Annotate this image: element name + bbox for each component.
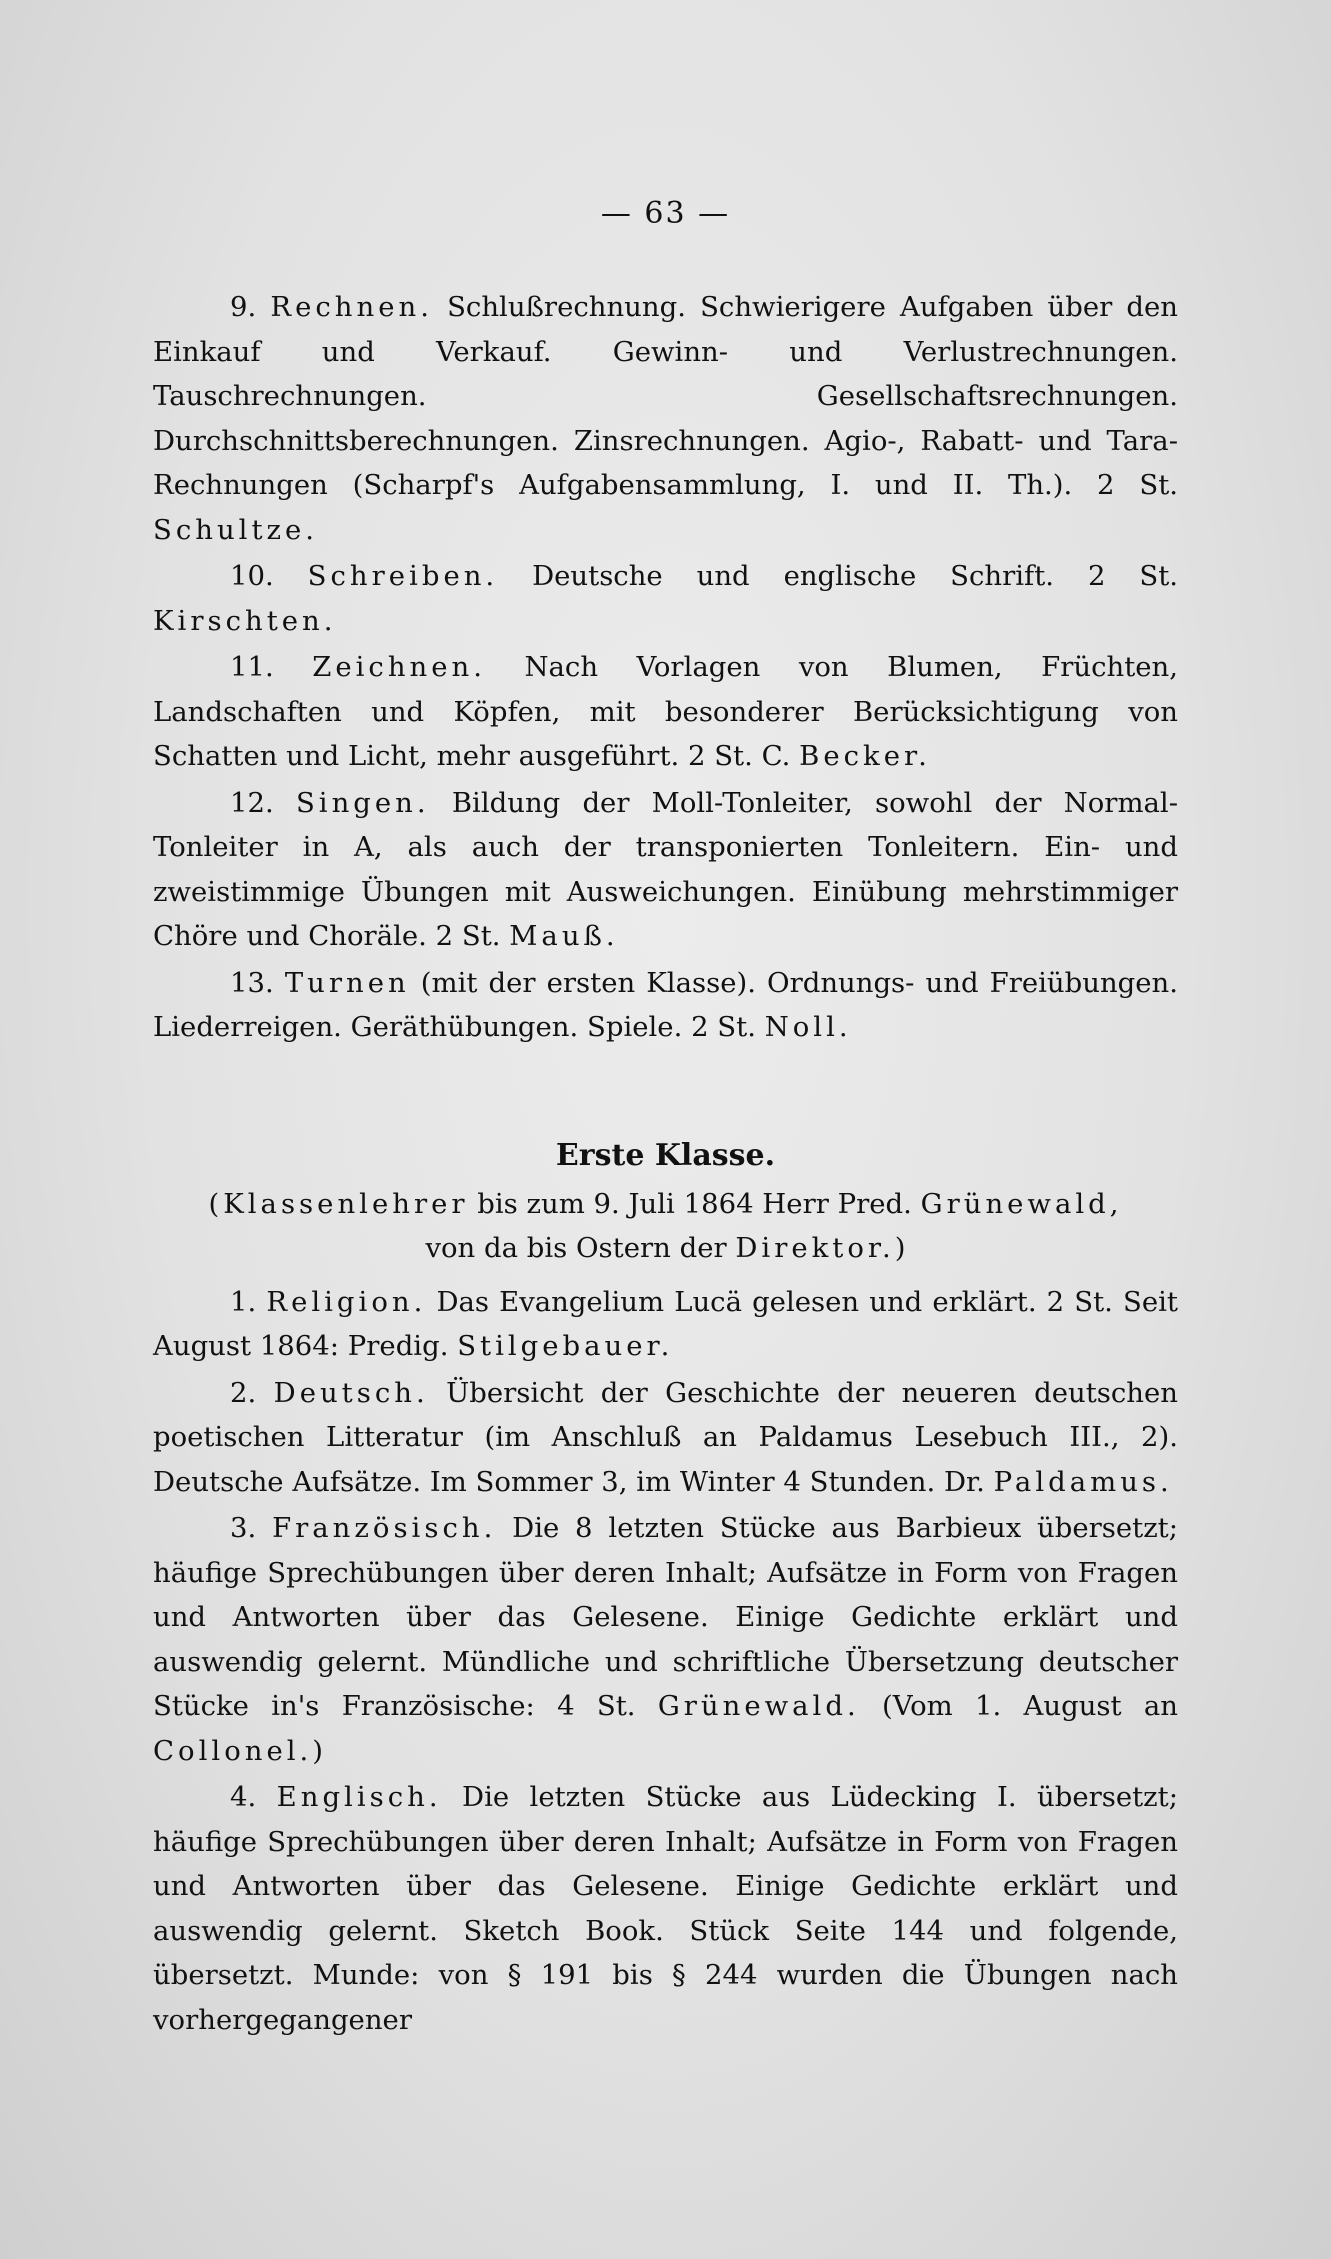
paragraph-schreiben: 10. Schreiben. Deutsche und englische Schrift. 2 St. Kirschten. <box>153 560 1179 637</box>
subject-title: Zeichnen. <box>312 651 486 683</box>
paragraph-text: Übersicht der Geschichte der neueren deutschen poetischen Litteratur (im Anschluß an Paldamus Lesebuch III., 2). Deutsche Aufsätze. Im Sommer 3, im Winter 4 Stunden. Dr. <box>153 1376 1178 1498</box>
section-subtitle-line-1: (Klassenlehrer bis zum 9. Juli 1864 Herr Pred. Grünewald, <box>208 1187 1123 1220</box>
teacher-name: Direktor. <box>735 1231 895 1264</box>
subject-title: Französisch. <box>272 1512 497 1544</box>
page-content <box>153 285 1178 2042</box>
paragraph-text: Deutsche und englische Schrift. 2 St. <box>532 560 1179 592</box>
section-subtitle-line-2: von da bis Ostern der Direktor.) <box>425 1231 906 1264</box>
teacher-name: Schultze. <box>153 513 319 546</box>
paragraph-text: Die letzten Stücke aus Lüdecking I. übersetzt; häufige Sprechübungen über deren Inhalt; Aufsätze in Form von Fragen und Antworten über das Gelesene. Einige Gedichte erklärt und auswendig gelernt. Sketch Book. Stück Seite 144 und folgende, übersetzt. Munde: von § 191 bis § 244 wurden die Übungen nach vorhergegangener <box>153 1781 1178 2036</box>
paragraph-zeichnen: 11. Zeichnen. Nach Vorlagen von Blumen, Früchten, Landschaften und Köpfen, mit besonderer Berücksichtigung von Schatten und Licht, mehr ausgeführt. 2 St. C. Becker. <box>153 651 1178 772</box>
teacher-name: Grünewald, <box>920 1187 1123 1220</box>
page-number: — 63 — <box>600 196 731 231</box>
teacher-name: Stilgebauer. <box>457 1330 674 1362</box>
paragraph-text: Nach Vorlagen von Blumen, Früchten, Landschaften und Köpfen, mit besonderer Berücksichtigung von Schatten und Licht, mehr ausgeführt. 2 St. C. <box>153 651 1178 772</box>
teacher-name: Grünewald. <box>657 1690 860 1722</box>
paragraph-franzoesisch: 3. Französisch. Die 8 letzten Stücke aus Barbieux übersetzt; häufige Sprechübungen über deren Inhalt; Aufsätze in Form von Fragen und Antworten über das Gelesene. Einige Gedichte erklärt und auswendig gelernt. Mündliche und schriftliche Übersetzung deutscher Stücke in's Französische: 4 St. Grünewald. (Vom 1. August an Collonel.) <box>153 1512 1179 1767</box>
teacher-name: Becker. <box>799 740 931 772</box>
subject-title: Religion. <box>266 1285 427 1318</box>
paragraph-text: Bildung der Moll-Tonleiter, sowohl der Normal-Tonleiter in A, als auch der transponierten Tonleitern. Ein- und zweistimmige Übungen mit Ausweichungen. Einübung mehrstimmiger Chöre und Choräle. 2 St. <box>153 786 1178 952</box>
teacher-name: Collonel. <box>153 1734 313 1767</box>
teacher-name: Noll. <box>764 1011 852 1043</box>
paragraph-text: Die 8 letzten Stücke aus Barbieux übersetzt; häufige Sprechübungen über deren Inhalt; Aufsätze in Form von Fragen und Antworten über das Gelesene. Einige Gedichte erklärt und auswendig gelernt. Mündliche und schriftliche Übersetzung deutscher Stücke in's Französische: 4 St. <box>153 1512 1178 1722</box>
section-subtitle <box>153 1182 1178 1270</box>
paragraph-turnen: 13. Turnen (mit der ersten Klasse). Ordnungs- und Freiübungen. Liederreigen. Geräthübungen. Spiele. 2 St. Noll. <box>153 966 1178 1043</box>
teacher-name: Kirschten. <box>153 604 337 637</box>
paragraph-englisch: 4. Englisch. Die letzten Stücke aus Lüdecking I. übersetzt; häufige Sprechübungen über deren Inhalt; Aufsätze in Form von Fragen und Antworten über das Gelesene. Einige Gedichte erklärt und auswendig gelernt. Sketch Book. Stück Seite 144 und folgende, übersetzt. Munde: von § 191 bis § 244 wurden die Übungen nach vorhergegangener <box>153 1781 1178 2036</box>
paragraph-text: (mit der ersten Klasse). Ordnungs- und Freiübungen. Liederreigen. Geräthübungen. Spiele. 2 St. <box>153 966 1178 1043</box>
subject-title: Singen. <box>295 786 430 819</box>
subject-title: Deutsch. <box>273 1376 429 1409</box>
subject-title: Schreiben. <box>307 560 499 592</box>
subject-title: Rechnen. <box>270 291 433 323</box>
paragraph-rechnen: 9. Rechnen. Schlußrechnung. Schwierigere Aufgaben über den Einkauf und Verkauf. Gewinn- und Verlustrechnungen. Tauschrechnungen. Gesellschaftsrechnungen. Durchschnittsberechnungen. Zinsrechnungen. Agio-, Rabatt- und Tara-Rechnungen (Scharpf's Aufgabensammlung, I. und II. Th.). 2 St. Schultze. <box>153 291 1178 546</box>
teacher-name: Paldamus. <box>993 1465 1173 1498</box>
paragraph-singen: 12. Singen. Bildung der Moll-Tonleiter, sowohl der Normal-Tonleiter in A, als auch der transponierten Tonleitern. Ein- und zweistimmige Übungen mit Ausweichungen. Einübung mehrstimmiger Chöre und Choräle. 2 St. Mauß. <box>153 786 1178 952</box>
subject-title: Turnen <box>284 966 410 999</box>
section-heading: Erste Klasse. <box>555 1137 776 1173</box>
paragraph-text: Schlußrechnung. Schwierigere Aufgaben über den Einkauf und Verkauf. Gewinn- und Verlustrechnungen. Tauschrechnungen. Gesellschaftsrechnungen. Durchschnittsberechnungen. Zinsrechnungen. Agio-, Rabatt- und Tara-Rechnungen (Scharpf's Aufgabensammlung, I. und II. Th.). 2 St. <box>153 291 1178 501</box>
subject-title: Englisch. <box>276 1781 442 1813</box>
paragraph-religion: 1. Religion. Das Evangelium Lucä gelesen und erklärt. 2 St. Seit August 1864: Predig. Stilgebauer. <box>153 1285 1178 1362</box>
teacher-name: Mauß. <box>509 920 619 952</box>
paragraph-deutsch: 2. Deutsch. Übersicht der Geschichte der neueren deutschen poetischen Litteratur (im Anschluß an Paldamus Lesebuch III., 2). Deutsche Aufsätze. Im Sommer 3, im Winter 4 Stunden. Dr. Paldamus. <box>153 1376 1178 1498</box>
paragraph-text: Das Evangelium Lucä gelesen und erklärt. 2 St. Seit August 1864: Predig. <box>153 1285 1178 1362</box>
